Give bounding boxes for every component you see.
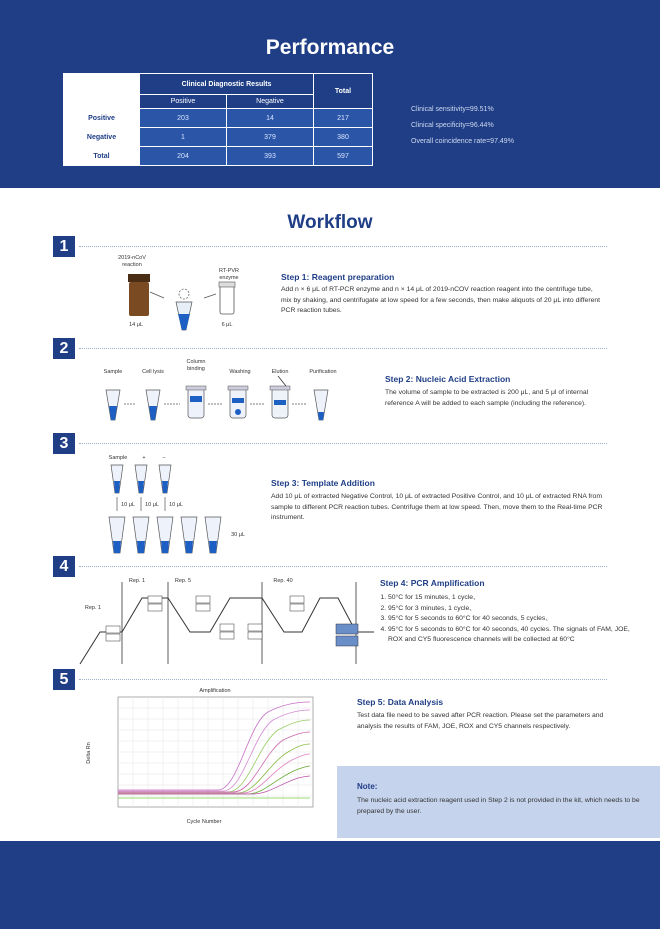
row-label: Positive [64,109,140,128]
step-4-title: Step 4: PCR Amplification [380,578,485,588]
step-3-number: 3 [53,433,75,454]
cycle-label: Rep. 40 [273,578,293,584]
y-axis-label: Delta Rn [86,742,92,764]
negative-label: − [162,455,166,461]
volume-label: 10 μL [118,502,138,508]
divider [79,348,607,349]
pcr-steps-list [374,593,633,646]
table-row [64,128,373,147]
step-2-text: The volume of sample to be extracted is 200 μL, and 5 μl of internal reference A will be added to each sample (including the reference). [385,389,589,407]
washing-tube [228,386,248,418]
step-5-title: Step 5: Data Analysis [357,697,444,707]
pcr-tube [109,517,125,553]
step-1-text: Add n × 6 μL of RT-PCR enzyme and n × 14 μL of 2019-nCOV reaction reagent into the centrifuge tube, mix by shaking, and centrifugate at low speed for a few seconds, then make aliquots of 20 μL into different PCR reaction tubes. [281,286,601,315]
purified-tube [314,390,328,420]
step-4-number: 4 [53,556,75,577]
enzyme-label: RT-PVR enzyme [218,268,240,281]
note-box [337,766,660,838]
pcr-program-diagram [80,574,370,669]
stage-label: Column binding [186,359,206,372]
reaction-vial [129,282,149,316]
step-5-text: Test data file need to be saved after PCR reaction. Please set the parameters and analysis the results of FAM, JOE, ROX and CY5 channels respectively. [357,712,604,730]
source-tube [135,465,147,493]
final-volume-label: 30 μL [231,532,245,538]
template-addition-illustration [105,463,225,557]
mix-icon [179,289,189,299]
step-2-title: Step 2: Nucleic Acid Extraction [385,374,511,384]
enzyme-vial-cap [219,282,235,287]
table-header-positive: Positive [140,95,227,109]
stage-label: Elution [271,369,289,375]
row-label: Total [64,147,140,166]
performance-section [0,0,660,188]
cell-positive: 203 [140,109,227,128]
performance-title: Performance [265,36,395,59]
note-text: The nucleic acid extraction reagent used in Step 2 is not provided in the kit, which needs to be prepared by the user. [357,797,640,815]
divider [79,566,607,567]
cell-total: 597 [314,147,373,166]
source-tube [159,465,171,493]
arrow-icon [204,294,216,298]
sample-tube [106,390,120,420]
volume-label: 10 μL [142,502,162,508]
step-3-title: Step 3: Template Addition [271,478,375,488]
extraction-illustration [100,384,340,432]
cycle-label: Rep. 1 [128,578,146,584]
source-tube [111,465,123,493]
cell-negative: 393 [227,147,314,166]
divider [79,443,607,444]
pcr-tube [157,517,173,553]
cell-negative: 14 [227,109,314,128]
step-5-number: 5 [53,669,75,690]
cell-positive: 1 [140,128,227,147]
workflow-title: Workflow [287,212,373,233]
divider [79,246,607,247]
amplification-plot [88,694,320,819]
cycle-label: Rep. 5 [174,578,192,584]
step-1-title: Step 1: Reagent preparation [281,272,395,282]
enzyme-vial [220,284,234,314]
note-title: Note: [357,782,378,791]
enzyme-volume: 6 μL [221,322,233,328]
step-boxes [106,596,304,641]
list-item: 3. 95°C for 5 seconds to 60°C for 40 seconds, 5 cycles、 [388,614,633,625]
reaction-vial-cap [128,274,150,282]
list-item: 2. 95°C for 3 minutes, 1 cycle、 [388,604,633,615]
clinical-results-table [63,73,373,166]
cycle-separator [122,582,356,664]
step-2-number: 2 [53,338,75,359]
x-axis-label: Cycle Number [186,819,222,825]
list-item: 1. 50°C for 15 minutes, 1 cycle、 [388,593,633,604]
arrow-icon [150,292,164,298]
sample-label: Sample [108,455,128,461]
table-group-header: Clinical Diagnostic Results [140,74,314,95]
stage-label: Washing [229,369,251,375]
reaction-volume: 14 μL [129,322,143,328]
stat-coincidence: Overall coincidence rate=97.49% [411,138,514,145]
pcr-tube [181,517,197,553]
performance-stats [411,102,514,150]
table-row [64,147,373,166]
table-header-negative: Negative [227,95,314,109]
row-label: Negative [64,128,140,147]
stat-sensitivity: Clinical sensitivity=99.51% [411,106,494,113]
table-header-total: Total [314,74,373,109]
cycle-label: Rep. 1 [84,605,102,611]
step-1-number: 1 [53,236,75,257]
list-item: 4. 95°C for 5 seconds to 60°C for 40 seconds, 40 cycles. The signals of FAM, JOE, ROX and CY5 fluorescence channels will be collected at 60°C [388,625,633,646]
volume-label: 10 μL [166,502,186,508]
elution-tube [270,376,290,418]
tube-liquid [178,314,190,330]
cell-total: 380 [314,128,373,147]
pcr-tube [133,517,149,553]
lysis-tube [146,390,160,420]
stat-specificity: Clinical specificity=96.44% [411,122,494,129]
stage-label: Cell lysis [142,369,164,375]
amplification-chart-title: Amplification [199,688,231,694]
footer-band [0,841,660,929]
stage-label: Sample [103,369,123,375]
reaction-label: 2019-nCoV reaction [118,255,146,268]
stage-label: Purification [309,369,337,375]
detection-boxes [336,624,358,646]
pcr-tube [205,517,221,553]
step-3-text: Add 10 μL of extracted Negative Control, 10 μL of extracted Positive Control, and 10 μL of extracted RNA from sample to different PCR reaction tubes. Centrifuge them at low speed. Then, move them to the Real-time PCR instrument. [271,493,603,522]
divider [79,679,607,680]
table-row [64,109,373,128]
column-tube [186,386,206,418]
table-corner-cell [64,74,140,109]
cell-positive: 204 [140,147,227,166]
cell-total: 217 [314,109,373,128]
cell-negative: 379 [227,128,314,147]
positive-label: + [142,455,146,461]
